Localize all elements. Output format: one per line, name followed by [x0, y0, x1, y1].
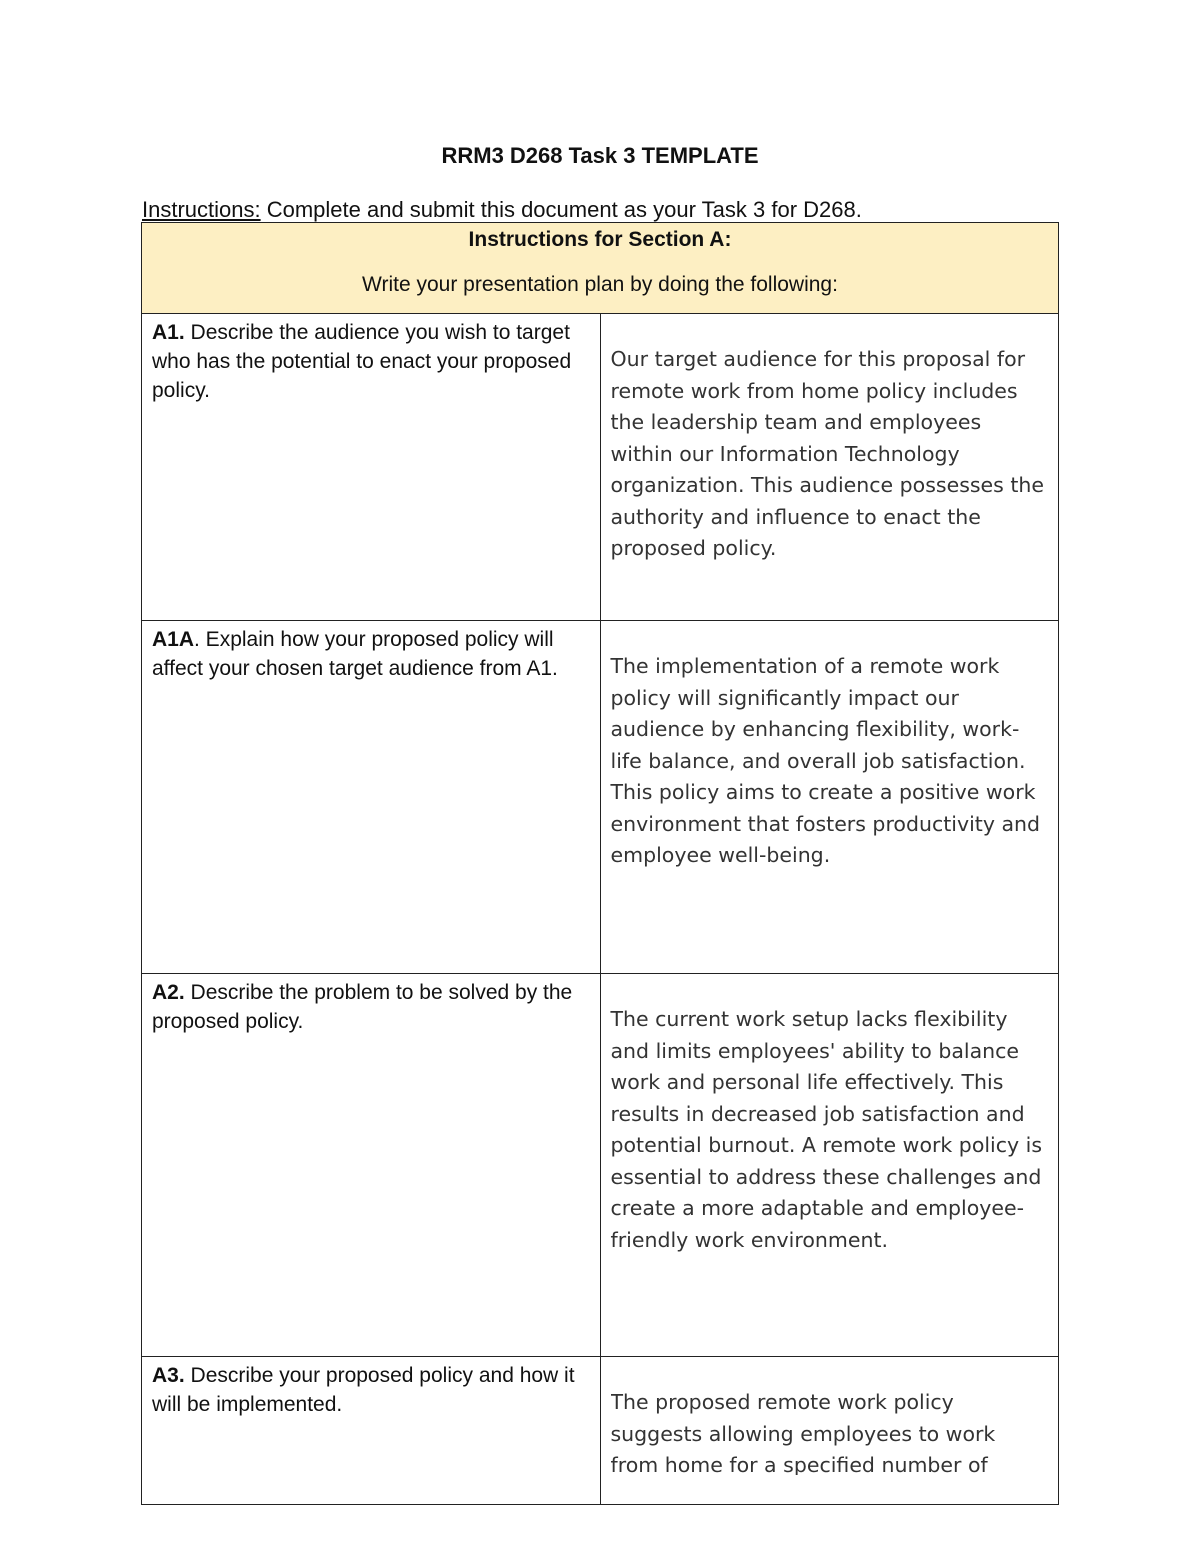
table-row-a1: [142, 314, 1059, 621]
prompt-code-a1a: A1A: [152, 628, 195, 651]
prompt-text-a2: Describe the problem to be solved by the proposed policy.: [152, 981, 573, 1033]
prompt-code-a2: A2.: [152, 981, 185, 1004]
answer-cell-a1[interactable]: [600, 314, 1059, 621]
task-table: [141, 222, 1059, 1505]
instructions-text: Complete and submit this document as your Task 3 for D268.: [260, 197, 862, 222]
table-row-a3: [142, 1357, 1059, 1505]
document-title: RRM3 D268 Task 3 TEMPLATE: [441, 143, 759, 168]
prompt-cell-a2: [142, 974, 601, 1357]
instructions-line: [142, 196, 862, 224]
table-row-a1a: [142, 621, 1059, 974]
answer-cell-a1a[interactable]: [600, 621, 1059, 974]
section-header-row: [142, 223, 1059, 314]
answer-text-a3: The proposed remote work policy suggests allowing employees to work from home for a specified number of: [610, 1390, 996, 1475]
prompt-cell-a3: [142, 1357, 601, 1505]
answer-cell-a3[interactable]: [600, 1357, 1059, 1505]
section-header-cell: [142, 223, 1059, 314]
answer-text-a2: The current work setup lacks flexibility and limits employees' ability to balance work and personal life effectively. This results in decreased job satisfaction and potential burnout. A remote work policy is essential to address these challenges and create a more adaptable and employee-friendly work environment.: [610, 1007, 1043, 1252]
table-row-a2: [142, 974, 1059, 1357]
answer-cell-a2[interactable]: [600, 974, 1059, 1357]
prompt-code-a3: A3.: [152, 1364, 185, 1387]
answer-text-a1: Our target audience for this proposal for remote work from home policy includes the leadership team and employees within our Information Technology organization. This audience possesses the authority and influence to enact the proposed policy.: [610, 347, 1045, 560]
answer-text-a1a: The implementation of a remote work policy will significantly impact our audience by enhancing flexibility, work-life balance, and overall job satisfaction. This policy aims to create a positive work environment that fosters productivity and employee well-being.: [610, 654, 1041, 867]
prompt-text-a1: Describe the audience you wish to target who has the potential to enact your proposed policy.: [152, 321, 572, 402]
prompt-text-a1a: . Explain how your proposed policy will affect your chosen target audience from A1.: [152, 628, 558, 680]
prompt-cell-a1a: [142, 621, 601, 974]
section-header-title: Instructions for Section A:: [468, 228, 732, 251]
prompt-text-a3: Describe your proposed policy and how it will be implemented.: [152, 1364, 575, 1416]
prompt-code-a1: A1.: [152, 321, 185, 344]
prompt-cell-a1: [142, 314, 601, 621]
instructions-label: Instructions:: [142, 197, 261, 222]
section-header-subtitle: Write your presentation plan by doing the following:: [362, 273, 838, 296]
